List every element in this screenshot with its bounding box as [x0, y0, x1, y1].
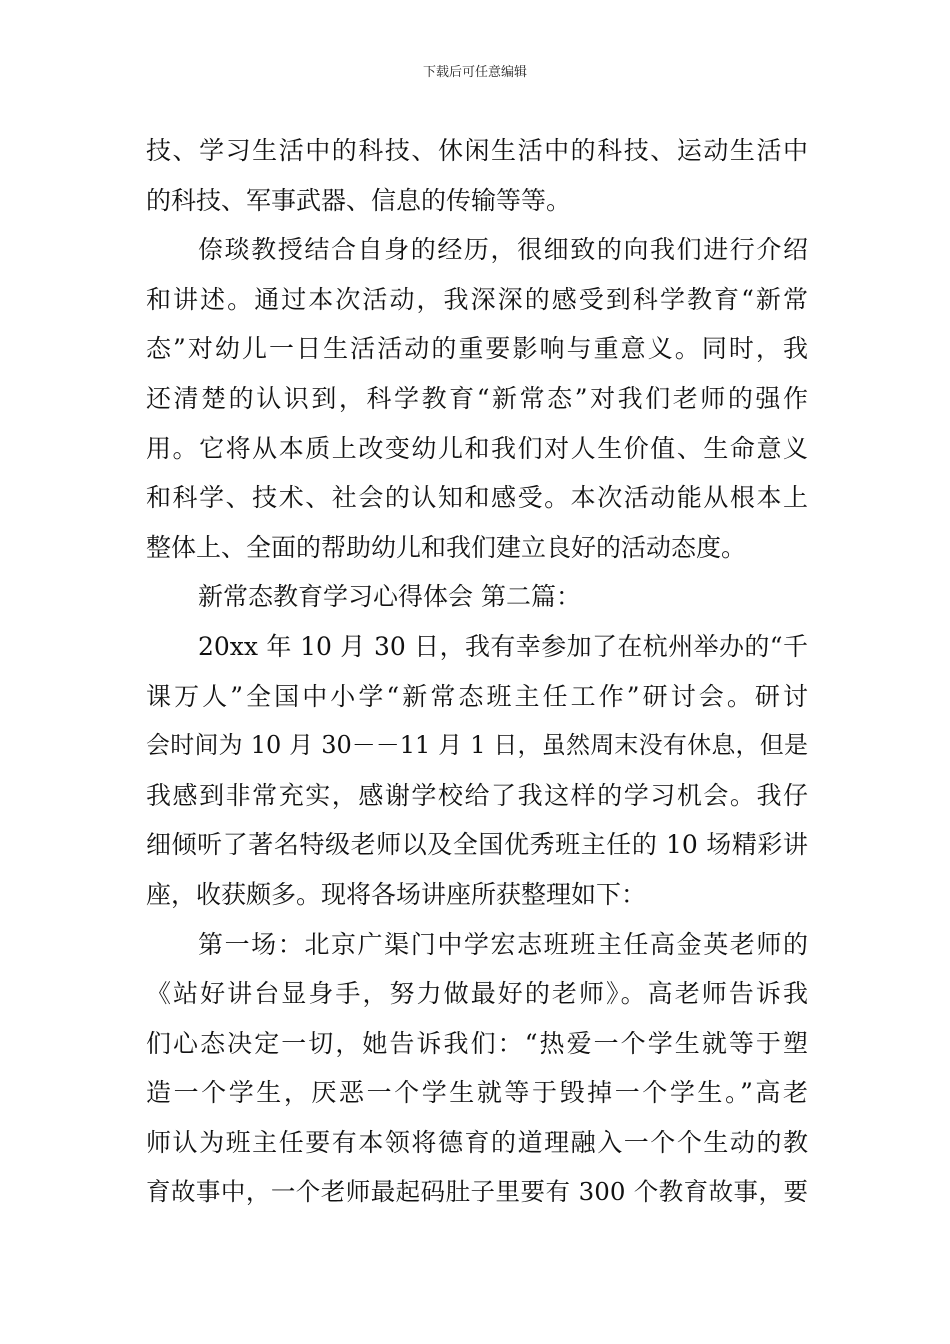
- text-line: 座，收获颇多。现将各场讲座所获整理如下：: [146, 879, 647, 909]
- page-header: 下载后可任意编辑: [422, 65, 527, 80]
- text-line: 和科学、技术、社会的认知和感受。本次活动能从根本上: [146, 483, 808, 513]
- text-line: 课万人”全国中小学“新常态班主任工作”研讨会。研讨: [146, 681, 808, 711]
- text-line: 技、学习生活中的科技、休闲生活中的科技、运动生活中: [146, 136, 808, 165]
- text-line: 育故事中，一个老师最起码肚子里要有 300 个教育故事，要: [146, 1177, 808, 1207]
- body-text: [146, 126, 808, 1217]
- text-line: 和讲述。通过本次活动，我深深的感受到科学教育“新常: [146, 284, 808, 314]
- text-line: 《站好讲台显身手，努力做最好的老师》。高老师告诉我: [146, 979, 808, 1009]
- text-line: 倷琰教授结合自身的经历，很细致的向我们进行介绍: [198, 235, 808, 265]
- text-line: 态”对幼儿一日生活活动的重要影响与重意义。同时，我: [146, 334, 808, 364]
- text-line: 的科技、军事武器、信息的传输等等。: [146, 185, 572, 215]
- text-line: 们心态决定一切，她告诉我们：“热爱一个学生就等于塑: [146, 1028, 808, 1058]
- text-line: 造一个学生，厌恶一个学生就等于毁掉一个学生。”高老: [146, 1078, 808, 1108]
- text-line: 20xx 年 10 月 30 日，我有幸参加了在杭州举办的“千: [198, 631, 808, 661]
- text-line: 会时间为 10 月 30－－11 月 1 日，虽然周末没有休息，但是: [146, 731, 808, 760]
- text-line: 第一场：北京广渠门中学宏志班班主任高金英老师的: [198, 929, 808, 959]
- text-line: 用。它将从本质上改变幼儿和我们对人生价值、生命意义: [146, 433, 808, 463]
- text-line: 我感到非常充实，感谢学校给了我这样的学习机会。我仔: [146, 780, 808, 810]
- text-line: 整体上、全面的帮助幼儿和我们建立良好的活动态度。: [146, 532, 747, 562]
- text-line: 师认为班主任要有本领将德育的道理融入一个个生动的教: [146, 1127, 808, 1157]
- text-line: 新常态教育学习心得体会 第二篇：: [198, 582, 581, 612]
- text-line: 细倾听了著名特级老师以及全国优秀班主任的 10 场精彩讲: [146, 830, 808, 860]
- text-line: 还清楚的认识到，科学教育“新常态”对我们老师的强作: [146, 383, 808, 413]
